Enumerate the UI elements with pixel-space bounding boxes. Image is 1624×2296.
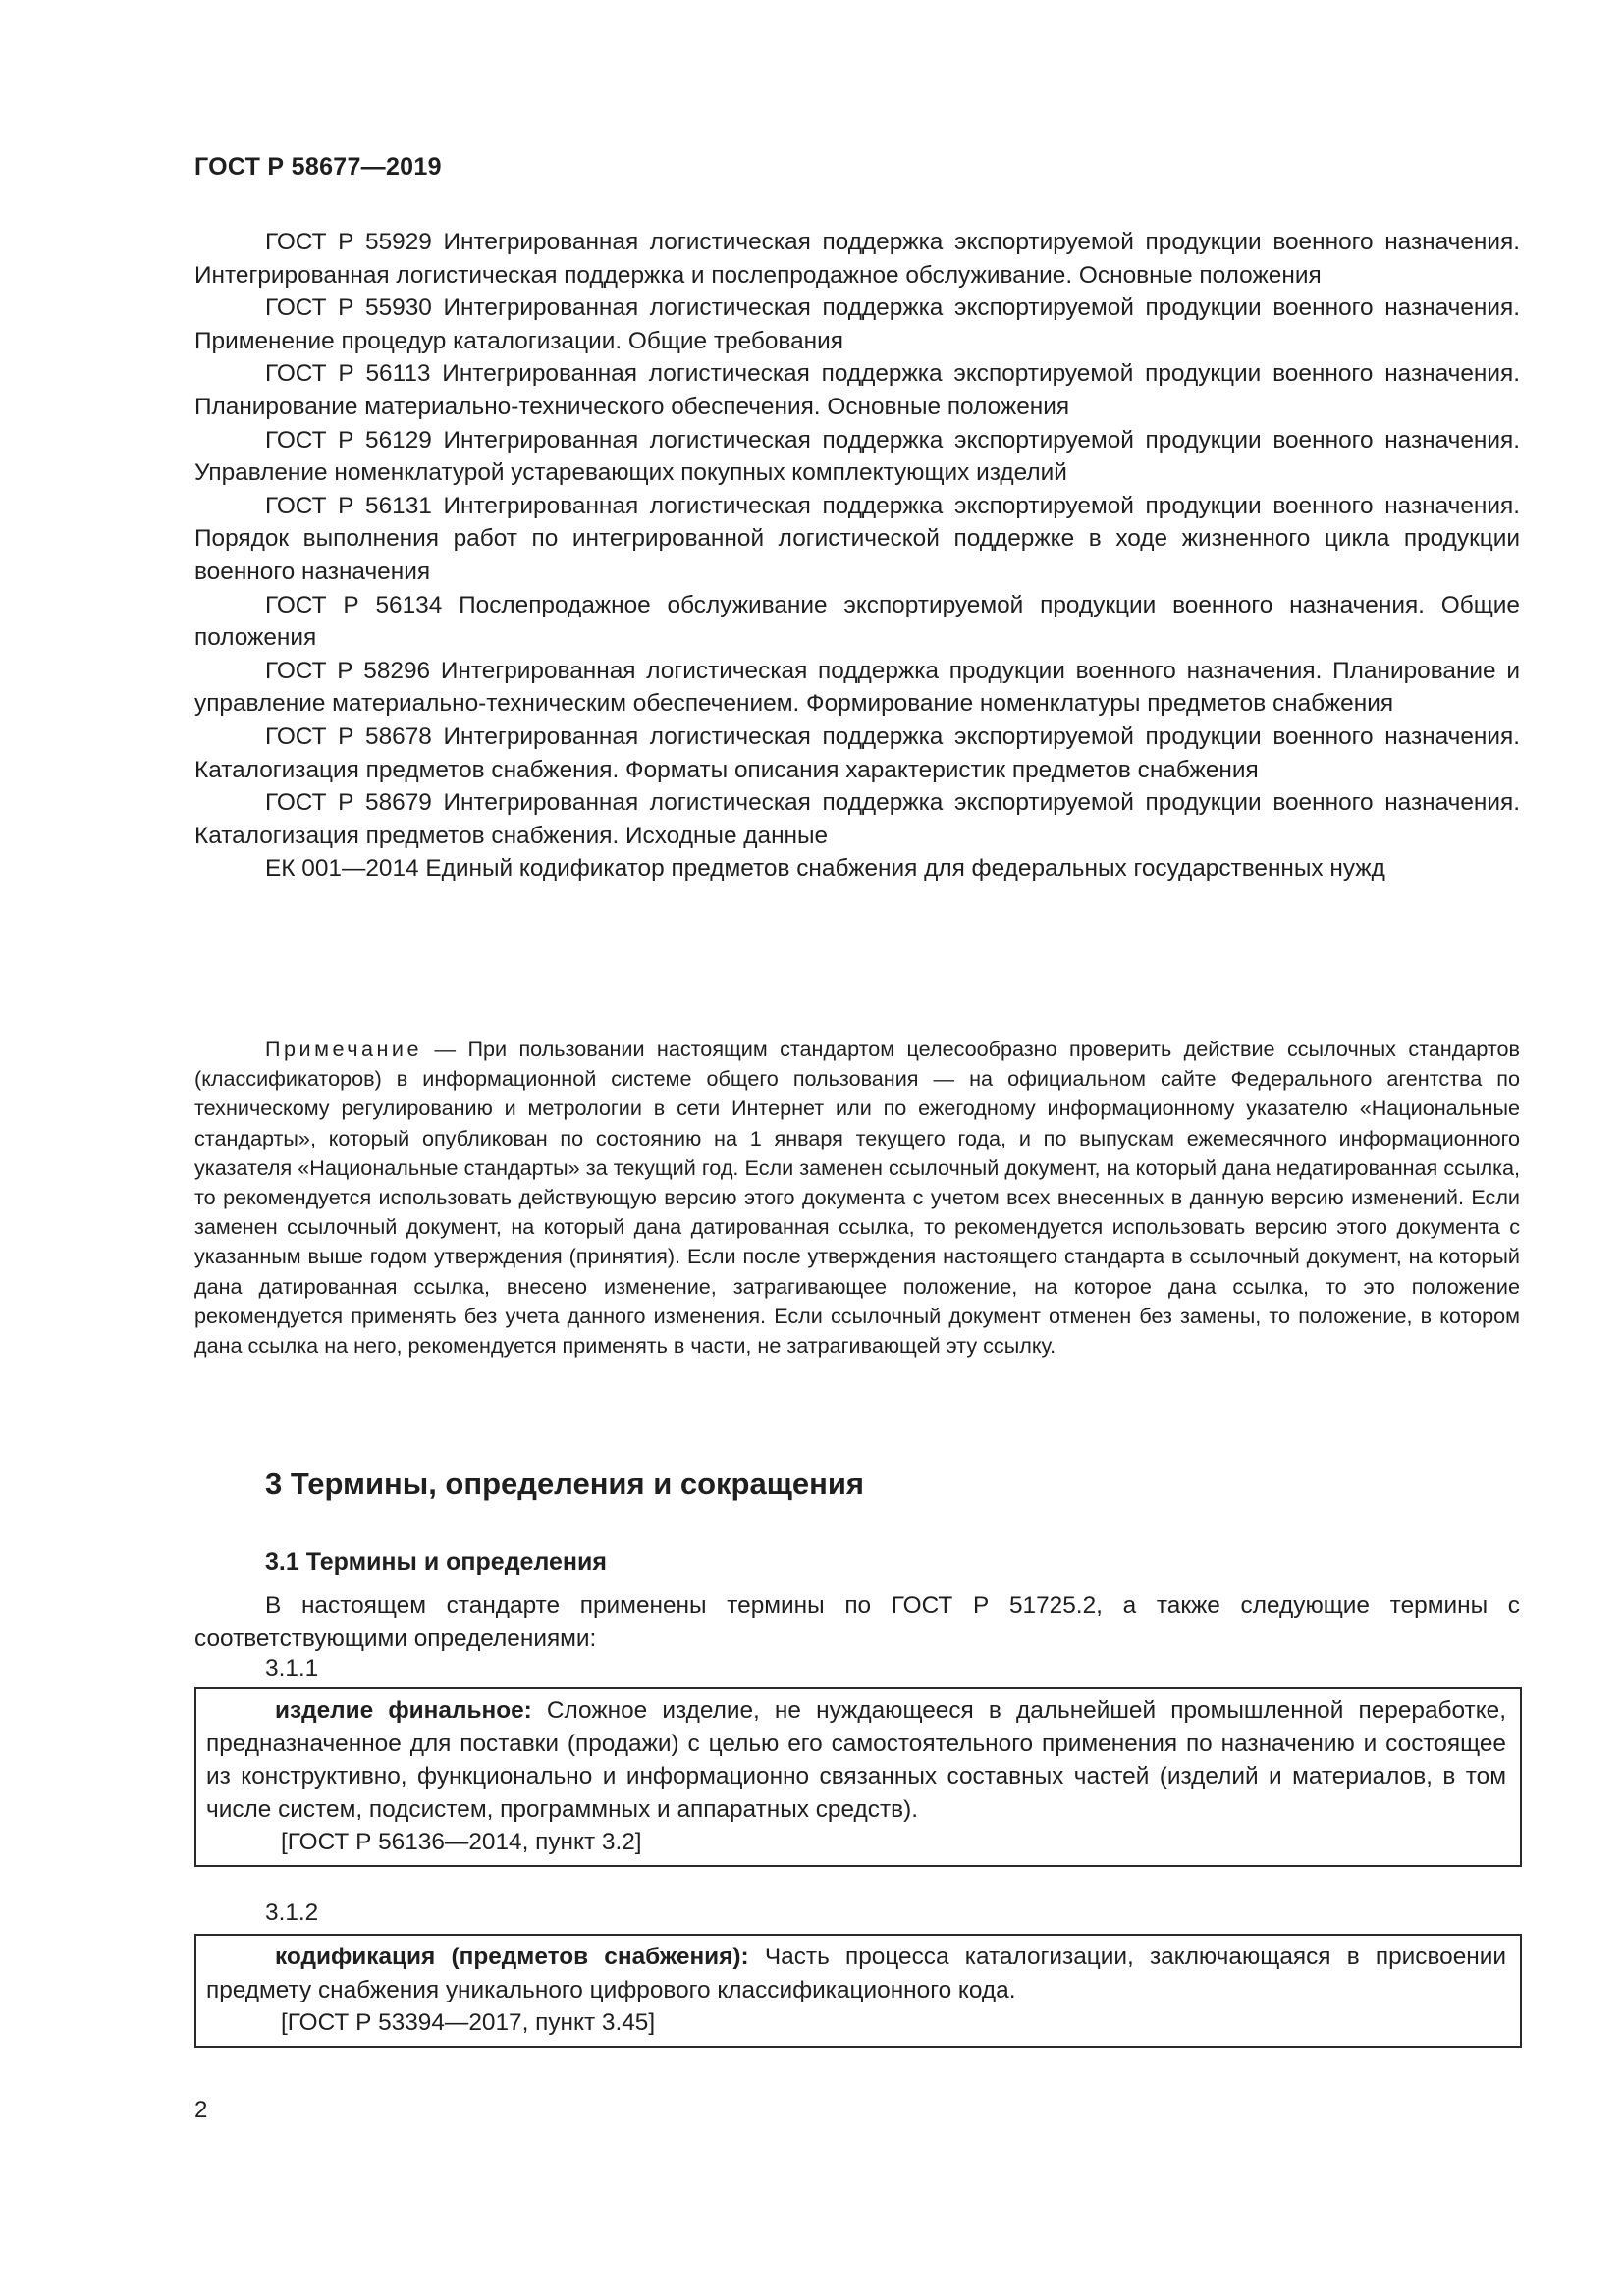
reference-item: ГОСТ Р 56113 Интегрированная логистическая поддержка экспортируемой продукции военного назначения. Планирование материально-технического обеспечения. Основные положения [194, 360, 1520, 420]
section-heading: 3 Термины, определения и сокращения [265, 1467, 864, 1501]
document-code-header: ГОСТ Р 58677—2019 [194, 153, 442, 181]
subsection-heading: 3.1 Термины и определения [265, 1548, 607, 1575]
terms-intro-paragraph: В настоящем стандарте применены термины по ГОСТ Р 51725.2, а также следующие термины с соответствующими определениями: [194, 1592, 1520, 1652]
term-definition-text: Сложное изделие, не нуждающееся в дальнейшей промышленной переработке, предназначенное для поставки (продажи) с целью его самостоятельного применения по назначению и состоящее из конструктивно, функционально и информационно связанных составных частей (изделий и материалов, в том числе систем, подсистем, программных и аппаратных средств). [206, 1697, 1506, 1823]
reference-item: ГОСТ Р 58296 Интегрированная логистическая поддержка продукции военного назначения. Планирование и управление материально-техническим обеспечением. Формирование номенклатуры предметов снабжения [194, 657, 1520, 718]
reference-note [194, 1035, 1520, 1361]
term-definition [206, 1941, 1506, 2006]
reference-item: ГОСТ Р 55929 Интегрированная логистическая поддержка экспортируемой продукции военного назначения. Интегрированная логистическая поддержка и послепродажное обслуживание. Основные положения [194, 229, 1520, 289]
note-text: — При пользовании настоящим стандартом целесообразно проверить действие ссылочных стандартов (классификаторов) в информационной системе общего пользования — на официальном сайте Федерального агентства по техническому регулированию и метрологии в сети Интернет или по ежегодному информационному указателю «Национальные стандарты», который опубликован по состоянию на 1 января текущего года, и по выпускам ежемесячного информационного указателя «Национальные стандарты» за текущий год. Если заменен ссылочный документ, на который дана недатированная ссылка, то рекомендуется использовать действующую версию этого документа с учетом всех внесенных в данную версию изменений. Если заменен ссылочный документ, на который дана датированная ссылка, то рекомендуется использовать версию этого документа с указанным выше годом утверждения (принятия). Если после утверждения настоящего стандарта в ссылочный документ, на который дана датированная ссылка, внесено изменение, затрагивающее положение, на которое дана ссылка, то это положение рекомендуется применять без учета данного изменения. Если ссылочный документ отменен без замены, то положение, в котором дана ссылка на него, рекомендуется применять в части, не затрагивающей эту ссылку. [194, 1037, 1521, 1359]
term-definition [206, 1694, 1506, 1826]
normative-references-list [194, 226, 1520, 885]
reference-item: ГОСТ Р 56129 Интегрированная логистическая поддержка экспортируемой продукции военного назначения. Управление номенклатурой устаревающих покупных комплектующих изделий [194, 426, 1520, 487]
term-definition-box [194, 1687, 1522, 1867]
reference-item: ГОСТ Р 58679 Интегрированная логистическая поддержка экспортируемой продукции военного назначения. Каталогизация предметов снабжения. Исходные данные [194, 789, 1520, 849]
reference-item: ЕК 001—2014 Единый кодификатор предметов снабжения для федеральных государственных нужд [265, 855, 1385, 882]
reference-item: ГОСТ Р 55930 Интегрированная логистическая поддержка экспортируемой продукции военного назначения. Применение процедур каталогизации. Общие требования [194, 294, 1520, 354]
note-label: Примечание [265, 1037, 422, 1061]
term-definition-box [194, 1934, 1522, 2048]
term-name: кодификация (предметов снабжения): [275, 1944, 749, 1970]
page-number: 2 [194, 2097, 208, 2123]
term-definition-text: Часть процесса каталогизации, заключающаяся в присвоении предмету снабжения уникального цифрового классификационного кода. [206, 1944, 1506, 2003]
reference-item: ГОСТ Р 58678 Интегрированная логистическая поддержка экспортируемой продукции военного назначения. Каталогизация предметов снабжения. Форматы описания характеристик предметов снабжения [194, 722, 1520, 783]
reference-item: ГОСТ Р 56131 Интегрированная логистическая поддержка экспортируемой продукции военного назначения. Порядок выполнения работ по интегрированной логистической поддержке в ходе жизненного цикла продукции военного назначения [194, 492, 1520, 585]
term-source: [ГОСТ Р 53394—2017, пункт 3.45] [281, 2009, 656, 2037]
term-source: [ГОСТ Р 56136—2014, пункт 3.2] [281, 1829, 642, 1856]
reference-item: ГОСТ Р 56134 Послепродажное обслуживание экспортируемой продукции военного назначения. Общие положения [194, 591, 1520, 652]
term-number: 3.1.2 [265, 1899, 319, 1926]
term-number: 3.1.1 [265, 1655, 319, 1682]
term-name: изделие финальное: [275, 1697, 532, 1724]
